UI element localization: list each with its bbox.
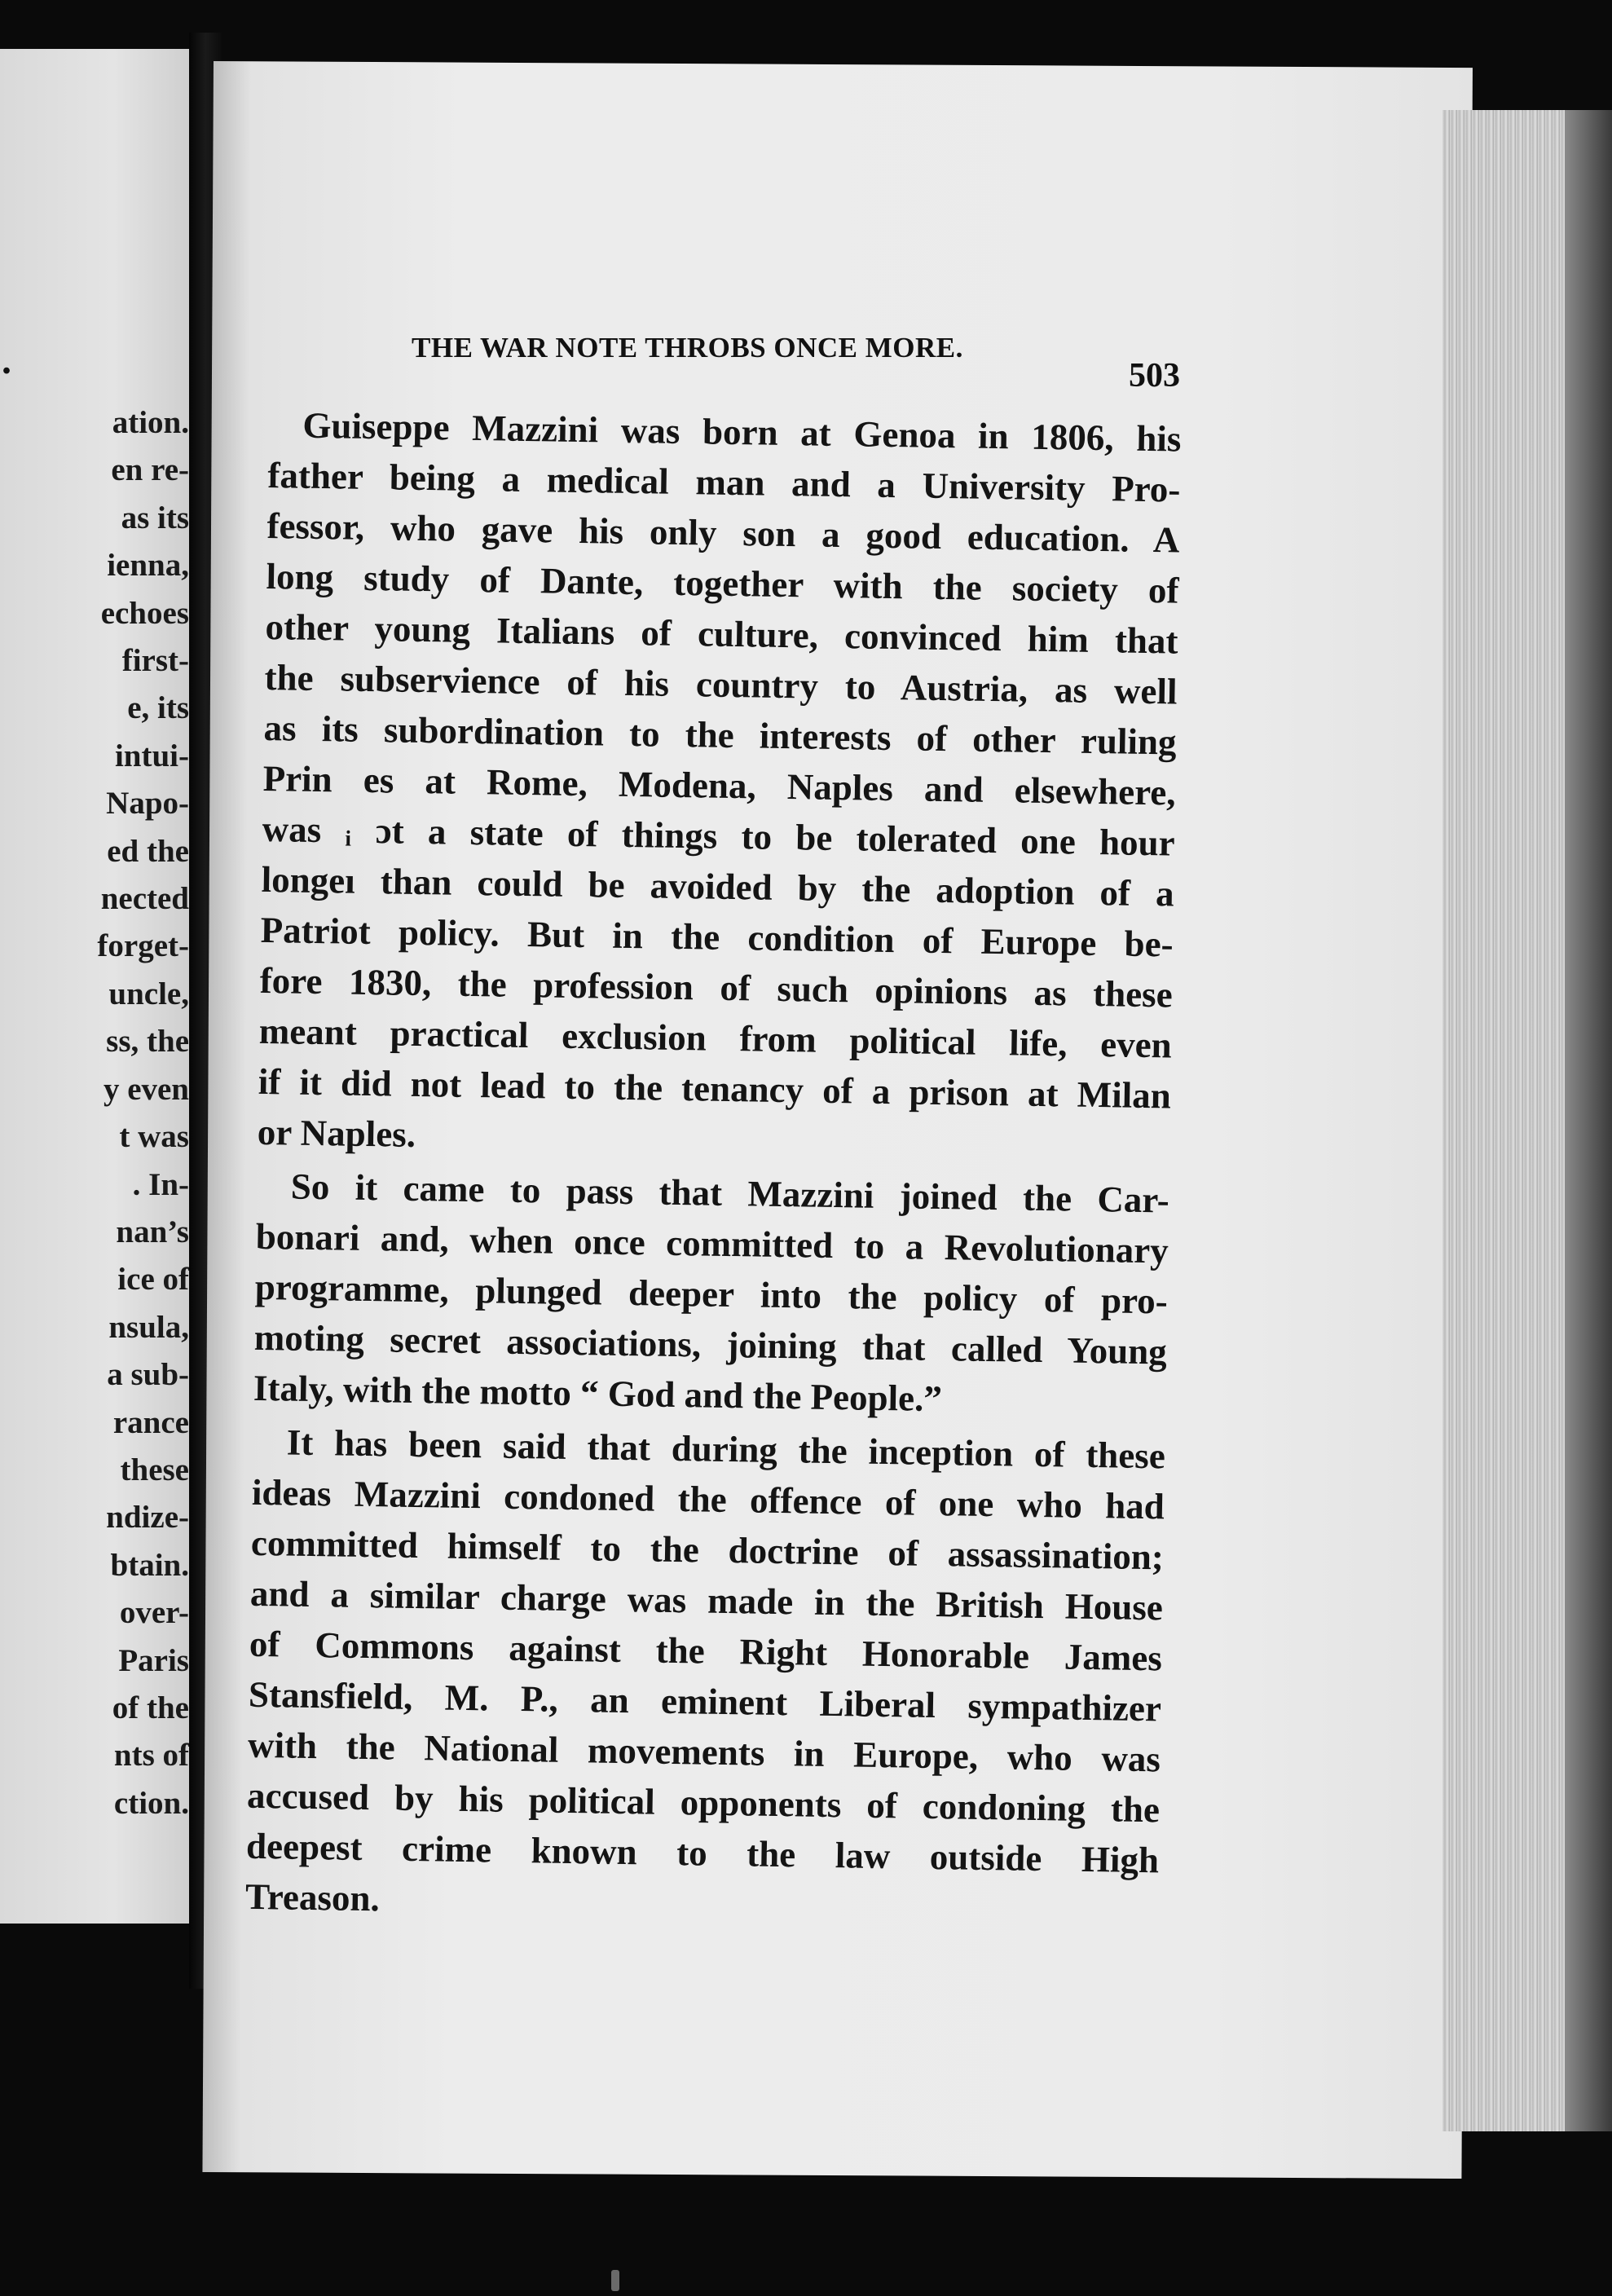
text-line: long study of Dante, together with the society of <box>266 555 1179 611</box>
text-line: the subservience of his country to Austria, as well <box>264 656 1178 712</box>
previous-page-line: y even <box>103 1071 189 1107</box>
text-line: fore 1830, the profession of such opinions as these <box>259 959 1174 1016</box>
text-line: programme, plunged deeper into the policy of pro- <box>254 1266 1169 1322</box>
text-line: It has been said that during the inception of these <box>286 1421 1166 1477</box>
text-line: meant practical exclusion from political life, even <box>258 1010 1173 1066</box>
text-line: other young Italians of culture, convinced him that <box>265 606 1178 662</box>
previous-page-line: t was <box>119 1119 189 1155</box>
previous-page-line: over- <box>119 1595 189 1631</box>
previous-page-line: ss, the <box>106 1024 189 1060</box>
text-line: Guiseppe Mazzini was born at Genoa in 1806, his <box>302 404 1182 460</box>
previous-page-fragment <box>0 49 189 1924</box>
previous-page-line: intui- <box>114 738 189 773</box>
text-line: and a similar charge was made in the British House <box>249 1572 1164 1628</box>
previous-page-line: nected <box>100 881 189 917</box>
previous-page-line: uncle, <box>108 976 189 1011</box>
paragraph <box>253 1161 1169 1428</box>
text-line: or Naples. <box>257 1111 416 1155</box>
previous-page-line: Paris <box>118 1642 189 1678</box>
previous-page-line: Napo- <box>106 786 189 822</box>
previous-page-line: ienna, <box>107 548 189 584</box>
previous-page-line: e, its <box>127 690 189 726</box>
previous-page-line-endings <box>26 399 189 1827</box>
running-head: THE WAR NOTE THROBS ONCE MORE. <box>412 332 963 364</box>
text-line: committed himself to the doctrine of assassination; <box>250 1522 1165 1578</box>
fragment-mark: . <box>2 339 11 382</box>
text-line: Stansfield, M. P., an eminent Liberal sympathizer <box>248 1673 1162 1730</box>
text-line: as its subordination to the interests of other ruling <box>263 707 1177 763</box>
book-edge-shadow <box>1565 110 1612 2131</box>
text-line: Patriot policy. But in the condition of Europe be- <box>260 909 1174 965</box>
previous-page-line: these <box>120 1452 189 1487</box>
previous-page-line: forget- <box>97 928 189 964</box>
text-line: father being a medical man and a University Pro- <box>267 454 1181 510</box>
previous-page-line: of the <box>112 1690 189 1725</box>
text-line: Italy, with the motto “ God and the People.” <box>253 1367 943 1420</box>
paragraph <box>257 399 1181 1171</box>
text-line: with the National movements in Europe, who was <box>247 1724 1161 1780</box>
text-line: Prin es at Rome, Modena, Naples and elsewhere, <box>262 757 1176 813</box>
text-line: Treason. <box>244 1875 381 1919</box>
text-line: So it came to pass that Mazzini joined the Car- <box>290 1166 1170 1221</box>
text-line: bonari and, when once committed to a Revolutionary <box>255 1215 1169 1271</box>
previous-page-line: . In- <box>132 1166 189 1202</box>
text-line: longeı than could be avoided by the adoption of a <box>261 858 1175 914</box>
text-line: moting secret associations, joining that called Young <box>253 1316 1168 1373</box>
page-edges <box>1442 110 1565 2131</box>
previous-page-line: echoes <box>100 595 189 631</box>
previous-page-line: nts of <box>113 1738 189 1774</box>
previous-page-line: as its <box>121 500 189 535</box>
previous-page-line: ation. <box>112 405 189 440</box>
previous-page-line: en re- <box>111 452 189 488</box>
previous-page-line: a sub- <box>107 1357 189 1393</box>
text-line: deepest crime known to the law outside High <box>245 1825 1160 1881</box>
previous-page-line: first- <box>121 643 189 679</box>
text-line: was ᵢ ɔt a state of things to be tolerated one hour <box>262 808 1175 864</box>
previous-page-line: btain. <box>110 1547 189 1583</box>
scan-mark <box>611 2270 619 2291</box>
previous-page-line: ndize- <box>106 1500 189 1536</box>
text-line: ideas Mazzini condoned the offence of one who had <box>251 1471 1165 1527</box>
previous-page-line: ction. <box>113 1785 189 1821</box>
paragraph <box>245 1417 1166 1937</box>
text-line: fessor, who gave his only son a good education. A <box>266 505 1180 561</box>
previous-page-line: nan’s <box>116 1214 189 1249</box>
previous-page-line: rance <box>112 1404 189 1440</box>
text-line: of Commons against the Right Honorable James <box>249 1623 1163 1679</box>
body-text <box>245 399 1182 1936</box>
text-line: if it did not lead to the tenancy of a prison at Milan <box>258 1060 1172 1117</box>
previous-page-line: ed the <box>107 833 189 869</box>
text-line: accused by his political opponents of condoning the <box>246 1774 1161 1831</box>
previous-page-line: ice of <box>117 1262 189 1298</box>
previous-page-line: nsula, <box>108 1309 189 1345</box>
page-number: 503 <box>1129 357 1180 394</box>
